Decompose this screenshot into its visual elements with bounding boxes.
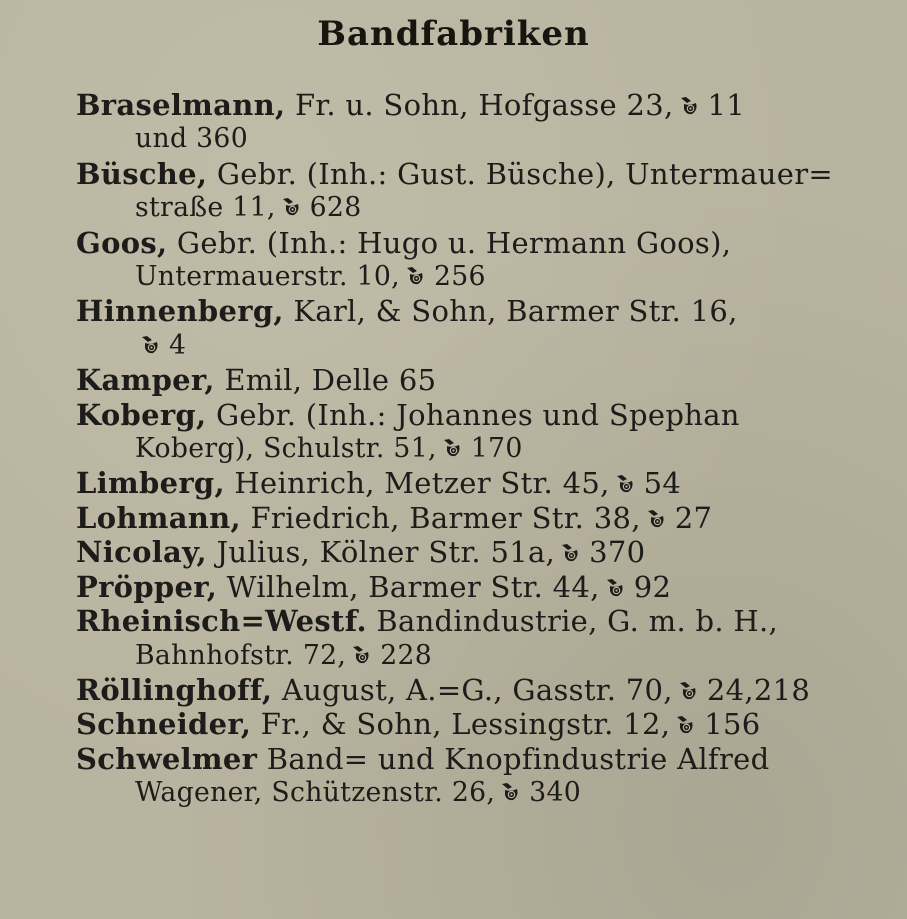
entry-line <box>76 604 888 638</box>
phone-number: 54 <box>643 466 682 501</box>
directory-entry <box>76 226 888 295</box>
phone-number: 11 <box>707 88 746 122</box>
entry-details: Friedrich, Barmer Str. 38, <box>250 500 641 535</box>
entry-continuation-line <box>76 329 888 363</box>
telephone-icon <box>604 576 628 600</box>
telephone-icon <box>645 507 669 531</box>
company-name: Büsche, <box>76 156 208 191</box>
entry-continuation-line <box>76 776 888 810</box>
entry-details: Emil, Delle 65 <box>224 363 437 398</box>
phone-number: 92 <box>633 569 672 604</box>
phone-number: 370 <box>589 535 646 570</box>
entry-details: Koberg), Schulstr. 51, <box>135 433 437 465</box>
entry-line <box>76 226 888 260</box>
telephone-icon <box>499 780 523 804</box>
entry-details: straße 11, <box>135 192 276 224</box>
company-name: Koberg, <box>76 397 207 432</box>
telephone-icon <box>441 436 465 460</box>
phone-number: 256 <box>433 261 486 293</box>
entry-details: Karl, & Sohn, Barmer Str. 16, <box>293 294 738 329</box>
entry-details: Gebr. (Inh.: Gust. Büsche), Untermauer= <box>216 156 833 191</box>
entry-details: Untermauerstr. 10, <box>135 261 400 293</box>
entry-line <box>76 707 888 741</box>
entry-details: Bandindustrie, G. m. b. H., <box>376 604 779 639</box>
directory-entry <box>76 604 888 673</box>
company-name: Lohmann, <box>76 500 241 535</box>
directory-entry <box>76 501 888 535</box>
directory-entry <box>76 673 888 707</box>
entry-continuation-line <box>76 191 888 225</box>
entry-details: Heinrich, Metzer Str. 45, <box>234 466 610 501</box>
entry-line <box>76 501 888 535</box>
entry-details: Gebr. (Inh.: Johannes und Spephan <box>215 397 740 432</box>
entry-continuation-line <box>76 432 888 466</box>
telephone-icon <box>139 333 163 357</box>
company-name: Schwelmer <box>76 741 258 776</box>
entry-details: und 360 <box>135 123 248 155</box>
company-name: Nicolay, <box>76 535 207 570</box>
entry-line <box>76 535 888 569</box>
entry-details: Bahnhofstr. 72, <box>135 639 347 671</box>
company-name: Hinnenberg, <box>76 294 284 329</box>
company-name: Kamper, <box>76 363 215 398</box>
entry-line <box>76 363 888 397</box>
entry-continuation-line <box>76 639 888 673</box>
phone-number: 27 <box>674 500 713 535</box>
entry-continuation-line <box>76 122 888 156</box>
phone-number: 628 <box>309 192 362 224</box>
telephone-icon <box>678 94 702 118</box>
entry-line <box>76 673 888 707</box>
entry-details: Julius, Kölner Str. 51a, <box>216 535 556 570</box>
directory-entry <box>76 294 888 363</box>
entry-line <box>76 466 888 500</box>
entry-line <box>76 398 888 432</box>
telephone-icon <box>350 643 374 667</box>
entry-details: August, A.=G., Gasstr. 70, <box>281 672 673 707</box>
phone-number: 4 <box>169 329 187 361</box>
telephone-icon <box>677 679 701 703</box>
entry-line <box>76 294 888 328</box>
entry-details: Fr. u. Sohn, Hofgasse 23, <box>294 88 674 122</box>
phone-number: 228 <box>380 639 433 671</box>
company-name: Röllinghoff, <box>76 672 273 707</box>
company-name: Limberg, <box>76 466 225 501</box>
entry-line <box>76 742 888 776</box>
company-name: Rheinisch=Westf. <box>76 604 367 639</box>
telephone-icon <box>674 713 698 737</box>
phone-number: 170 <box>470 433 523 465</box>
directory-entry <box>76 398 888 467</box>
entry-line <box>76 157 888 191</box>
entry-details: Wilhelm, Barmer Str. 44, <box>226 569 600 604</box>
entry-continuation-line <box>76 260 888 294</box>
phone-number: 156 <box>704 707 761 742</box>
section-heading: Bandfabriken <box>317 14 590 54</box>
directory-entry <box>76 88 888 157</box>
company-name: Schneider, <box>76 707 252 742</box>
entry-details: Fr., & Sohn, Lessingstr. 12, <box>260 707 671 742</box>
directory-entry <box>76 157 888 226</box>
company-name: Pröpper, <box>76 569 218 604</box>
telephone-icon <box>404 264 428 288</box>
entry-line <box>76 570 888 604</box>
entry-line <box>76 88 888 122</box>
phone-number: 24,218 <box>706 672 811 707</box>
company-name: Braselmann, <box>76 88 286 122</box>
telephone-icon <box>280 195 304 219</box>
company-name: Goos, <box>76 225 168 260</box>
directory-entry <box>76 363 888 397</box>
directory-entry <box>76 570 888 604</box>
telephone-icon <box>614 472 638 496</box>
directory-entry <box>76 707 888 741</box>
directory-entry <box>76 466 888 500</box>
entry-details: Gebr. (Inh.: Hugo u. Hermann Goos), <box>176 225 732 260</box>
entry-details: Wagener, Schützenstr. 26, <box>135 777 496 809</box>
phone-number: 340 <box>529 777 582 809</box>
directory-entry <box>76 535 888 569</box>
telephone-icon <box>559 541 583 565</box>
entry-details: Band= und Knopfindustrie Alfred <box>266 741 770 776</box>
entry-list <box>76 88 888 811</box>
directory-entry <box>76 742 888 811</box>
